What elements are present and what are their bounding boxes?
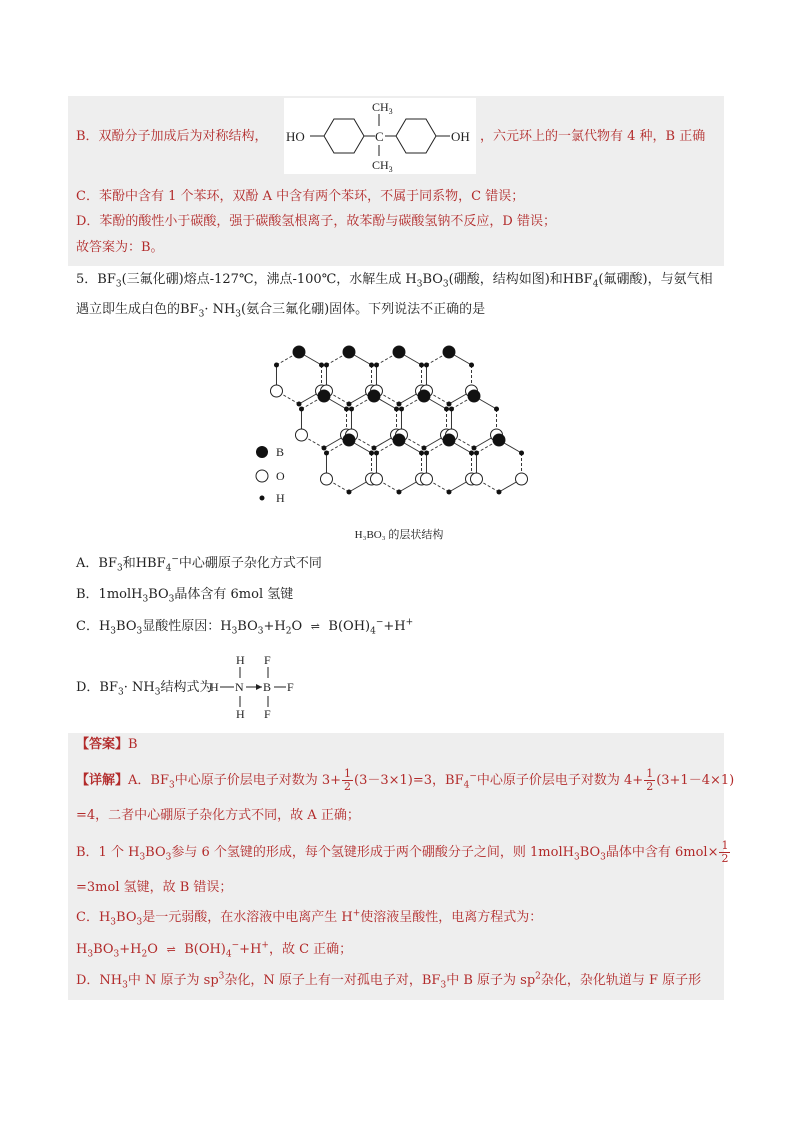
hydrogen-atom <box>347 490 352 495</box>
atom-b: B <box>263 680 272 694</box>
hydrogen-atom <box>494 407 499 412</box>
detail-c-line2: $H_3BO_3+H_2O$ ⇌ $B(OH)_4^-+H^+$，故 C 正确； <box>76 940 353 960</box>
equilibrium-arrow-icon: ⇌ <box>310 620 320 633</box>
legend-label: O <box>276 469 285 483</box>
hydrogen-atom <box>419 363 424 368</box>
figure-caption: H₃BO₃ 的层状结构 <box>354 529 444 541</box>
hydrogen-atom <box>497 490 502 495</box>
fraction-half: $\frac{1}{2}$ <box>721 839 729 865</box>
part-b-suffix: ，六元环上的一氯代物有 4 种，B 正确 <box>480 129 706 144</box>
hydrogen-atom <box>374 451 379 456</box>
svg-text:F: F <box>287 680 294 694</box>
hydrogen-atom <box>447 490 452 495</box>
boron-atom <box>368 390 380 402</box>
answer-value: B <box>128 737 138 752</box>
hydrogen-atom <box>444 407 449 412</box>
hydrogen-atom <box>274 363 279 368</box>
bf3nh3-structure <box>206 650 306 722</box>
detail-b-line1: B．1 个 $H_3BO_3$参与 6 个氢键的形成，每个氢键形成于两个硼酸分子之间，则 $1molH_3BO_3$晶体中含有 6mol× $\frac{1}{2}$ <box>76 839 729 865</box>
svg-text:H: H <box>236 653 245 667</box>
hydrogen-atom <box>419 451 424 456</box>
hydrogen-atom <box>469 451 474 456</box>
part-c: C．苯酚中含有 1 个苯环，双酚 A 中含有两个苯环，不属于同系物，C 错误； <box>76 189 525 204</box>
hydrogen-atom <box>474 451 479 456</box>
boron-atom <box>343 346 355 358</box>
hydrogen-atom <box>424 363 429 368</box>
bisphenol-svg <box>284 98 476 174</box>
part-b-prefix: B．双酚分子加成后为对称结构， <box>76 129 268 144</box>
hydrogen-atom <box>472 446 477 451</box>
hydrogen-atom <box>449 407 454 412</box>
ch3-bottom: $CH_3$ <box>372 158 393 174</box>
legend-hydrogen-icon <box>260 496 265 501</box>
center-c: C <box>375 129 384 144</box>
coordinate-arrow-icon <box>256 684 262 690</box>
legend-label: H <box>276 491 285 505</box>
hydrogen-atom <box>369 363 374 368</box>
answer-block <box>76 735 138 755</box>
legend-boron-icon <box>256 446 268 458</box>
hydrogen-atom <box>424 451 429 456</box>
option-c: C．$H_3BO_3$显酸性原因：$H_3BO_3+H_2O$ ⇌ $B(OH)_4^-+H^+$ <box>76 617 414 637</box>
detail-c-line1: C．$H_3BO_3$是一元弱酸，在水溶液中电离产生 H+使溶液呈酸性，电离方程式为： <box>76 908 543 928</box>
cyclohexane-ring-right <box>396 119 436 153</box>
hydrogen-atom <box>324 451 329 456</box>
svg-text:H: H <box>236 707 245 721</box>
oxygen-atom <box>295 429 307 441</box>
oh-label: OH <box>451 129 470 144</box>
q5-line1: 5．$BF_3$(三氟化硼)熔点-127℃，沸点-100℃，水解生成 $H_3BO_3$(硼酸，结构如图)和$HBF_4$(氟硼酸)，与氨气相 <box>76 272 713 290</box>
hydrogen-atom <box>369 451 374 456</box>
boron-atom <box>393 434 405 446</box>
hydrogen-atom <box>394 407 399 412</box>
bf3nh3-svg <box>206 650 306 722</box>
fraction-half: $\frac{1}{2}$ <box>646 767 654 793</box>
oxygen-atom <box>420 473 432 485</box>
detail-a-line1: 【详解】A．$BF_3$中心原子价层电子对数为 3+ $\frac{1}{2}$ (3－3×1)=3，$BF_4^-$中心原子价层电子对数为 4+ $\frac{1}{2}$ (3+1－4×1) <box>76 767 735 793</box>
hydrogen-atom <box>319 363 324 368</box>
answer-tag: 【答案】 <box>76 737 129 752</box>
boron-atom <box>468 390 480 402</box>
svg-text:F: F <box>264 653 271 667</box>
part-d: D．苯酚的酸性小于碳酸，强于碳酸氢根离子，故苯酚与碳酸氢钠不反应，D 错误； <box>76 214 556 229</box>
q5-line2: 遇立即生成白色的$BF_3\cdot NH_3$(氨合三氟化硼)固体。下列说法不正确的是 <box>76 302 486 320</box>
hydrogen-atom <box>447 402 452 407</box>
ho-label: HO <box>286 129 305 144</box>
hydrogen-atom <box>299 407 304 412</box>
hydrogen-atom <box>397 490 402 495</box>
hydrogen-atom <box>397 402 402 407</box>
oxygen-atom <box>270 385 282 397</box>
oxygen-atom <box>370 473 382 485</box>
ch3-top: $CH_3$ <box>372 100 393 116</box>
hydrogen-atom <box>349 407 354 412</box>
bisphenol-structure <box>284 98 476 174</box>
legend-oxygen-icon <box>256 470 268 482</box>
lattice-svg <box>244 330 554 545</box>
boron-atom <box>443 346 455 358</box>
boron-atom <box>343 434 355 446</box>
hydrogen-atom <box>422 446 427 451</box>
hydrogen-atom <box>344 407 349 412</box>
hydrogen-atom <box>374 363 379 368</box>
oxygen-atom <box>516 473 528 485</box>
atom-n: N <box>235 680 244 694</box>
oxygen-atom <box>470 473 482 485</box>
boron-atom <box>493 434 505 446</box>
detail-a-line2: =4，二者中心硼原子杂化方式不同，故 A 正确； <box>76 808 360 823</box>
hydrogen-atom <box>347 402 352 407</box>
oxygen-atom <box>320 473 332 485</box>
svg-text:H: H <box>210 680 219 694</box>
hydrogen-atom <box>324 363 329 368</box>
svg-text:F: F <box>264 707 271 721</box>
option-b: B．$1molH_3BO_3$晶体含有 6mol 氢键 <box>76 587 294 605</box>
hydrogen-atom <box>469 363 474 368</box>
detail-b-line2: =3mol 氢键，故 B 错误； <box>76 880 233 895</box>
fraction-half: $\frac{1}{2}$ <box>344 767 352 793</box>
boron-atom <box>443 434 455 446</box>
boron-atom <box>418 390 430 402</box>
hydrogen-atom <box>297 402 302 407</box>
boron-atom <box>293 346 305 358</box>
hydrogen-atom <box>399 407 404 412</box>
hydrogen-atom <box>372 446 377 451</box>
hydrogen-atom <box>322 446 327 451</box>
h3bo3-figure <box>244 330 554 545</box>
cyclohexane-ring-left <box>324 119 364 153</box>
hydrogen-atom <box>519 451 524 456</box>
boron-atom <box>318 390 330 402</box>
legend-label: B <box>276 445 285 459</box>
answer-line: 故答案为：B。 <box>76 240 164 255</box>
boron-atom <box>393 346 405 358</box>
detail-d-line1: D．$NH_3$中 N 原子为 $sp^3$杂化，N 原子上有一对孤电子对，$BF_3$中 B 原子为 $sp^2$杂化，杂化轨道与 F 原子形 <box>76 971 702 991</box>
equilibrium-arrow-icon: ⇌ <box>166 943 176 956</box>
option-a: A．$BF_3$和$HBF_4^-$中心硼原子杂化方式不同 <box>76 554 322 574</box>
option-d: D．$BF_3\cdot NH_3$结构式为 <box>76 680 213 698</box>
